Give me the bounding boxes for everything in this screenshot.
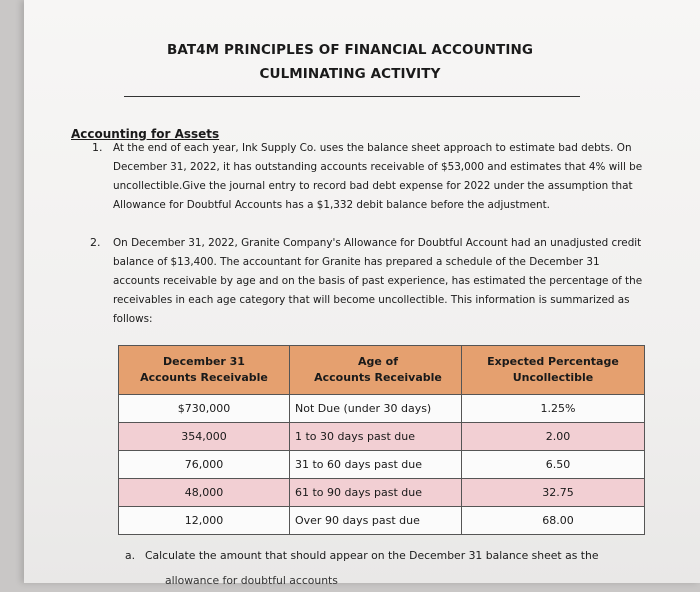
- question-2-number: 2.: [90, 236, 101, 249]
- cell-age: 1 to 30 days past due: [290, 423, 462, 451]
- subquestion-cutoff-text: [165, 570, 338, 580]
- aging-schedule-table: [118, 345, 645, 535]
- header-percentage-line2: Uncollectible: [512, 371, 594, 384]
- cell-amount: $730,000: [119, 395, 290, 423]
- cell-percentage: 2.00: [462, 423, 645, 451]
- table-row: [119, 451, 645, 479]
- cell-age: Over 90 days past due: [290, 507, 462, 535]
- header-age-line2: Accounts Receivable: [314, 371, 442, 384]
- cell-age: Not Due (under 30 days): [290, 395, 462, 423]
- table-header-row: [119, 346, 645, 395]
- question-2-text: On December 31, 2022, Granite Company's Allowance for Doubtful Account had an unadjusted credit balance of $13,400. The accountant for Granite has prepared a schedule of the December 31 accounts receivable by age and on the basis of past experience, has estimated the percentage of the receivables in each age category that will become uncollectible. This information is summarized as follows:: [113, 237, 643, 325]
- course-title: BAT4M PRINCIPLES OF FINANCIAL ACCOUNTING: [166, 42, 534, 58]
- activity-title: CULMINATING ACTIVITY: [259, 66, 441, 82]
- cell-age: 61 to 90 days past due: [290, 479, 462, 507]
- section-heading: Accounting for Assets: [71, 127, 220, 141]
- cell-percentage: 68.00: [462, 507, 645, 535]
- header-age: [290, 346, 462, 395]
- cell-age: 31 to 60 days past due: [290, 451, 462, 479]
- header-receivable-line1: December 31: [163, 355, 245, 368]
- header-percentage-line1: Expected Percentage: [487, 355, 619, 368]
- header-receivable-line2: Accounts Receivable: [140, 371, 268, 384]
- cell-amount: 76,000: [119, 451, 290, 479]
- subquestion-a: [125, 549, 599, 562]
- cell-percentage: 6.50: [462, 451, 645, 479]
- table-row: [119, 479, 645, 507]
- table-row: [119, 395, 645, 423]
- cell-amount: 12,000: [119, 507, 290, 535]
- cell-amount: 48,000: [119, 479, 290, 507]
- subquestion-letter: a.: [125, 549, 136, 562]
- question-1-text: At the end of each year, Ink Supply Co. uses the balance sheet approach to estimate bad debts. On December 31, 2022, it has outstanding accounts receivable of $53,000 and estimates that 4% will be uncollectible.Give the journal entry to record bad debt expense for 2022 under the assumption that Allowance for Doubtful Accounts has a $1,332 debit balance before the adjustment.: [113, 142, 643, 211]
- table-row: [119, 423, 645, 451]
- subquestion-text: Calculate the amount that should appear on the December 31 balance sheet as the: [145, 549, 599, 562]
- cell-percentage: 32.75: [462, 479, 645, 507]
- question-1-number: 1.: [92, 141, 103, 154]
- header-age-line1: Age of: [357, 355, 399, 368]
- cell-percentage: 1.25%: [462, 395, 645, 423]
- title-divider: [124, 96, 580, 97]
- cell-amount: 354,000: [119, 423, 290, 451]
- header-receivable: [119, 346, 290, 395]
- table-row: [119, 507, 645, 535]
- header-percentage: [462, 346, 645, 395]
